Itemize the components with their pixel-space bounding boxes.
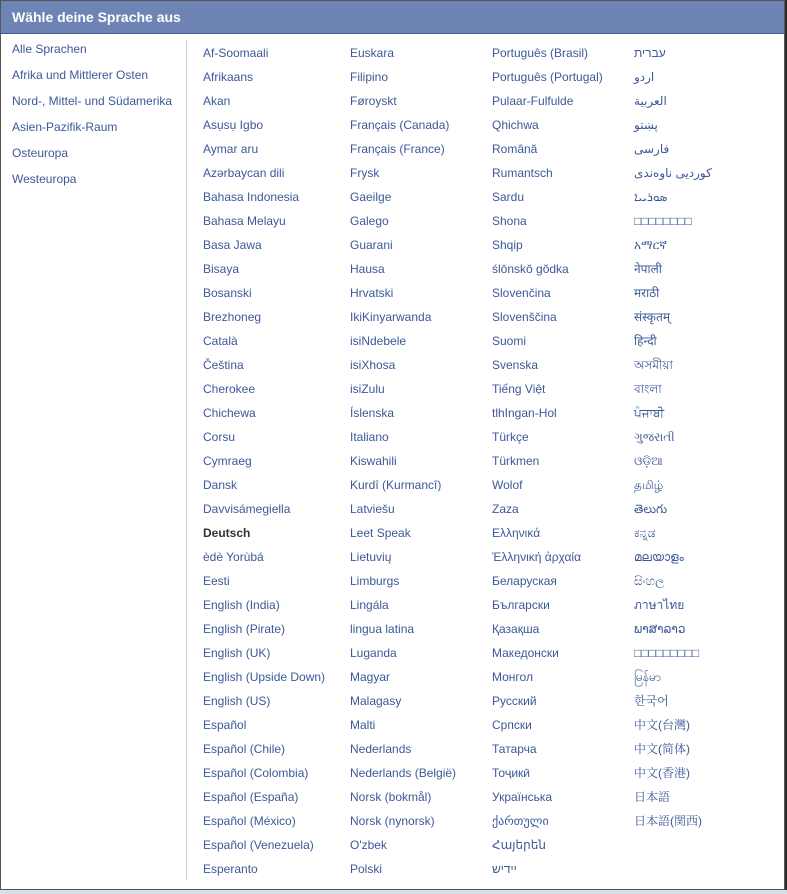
language-item[interactable]: Français (France): [350, 142, 445, 156]
language-item[interactable]: Shona: [492, 214, 527, 228]
language-item[interactable]: English (Upside Down): [203, 670, 326, 684]
language-item[interactable]: 中文(台灣): [634, 718, 690, 732]
language-item[interactable]: Guarani: [350, 238, 393, 252]
language-item[interactable]: 中文(香港): [634, 766, 690, 780]
language-item[interactable]: Українська: [492, 790, 553, 804]
language-item[interactable]: Magyar: [350, 670, 391, 684]
language-item[interactable]: Română: [492, 142, 538, 156]
language-item[interactable]: Bosanski: [203, 286, 252, 300]
language-item[interactable]: پښتو: [634, 118, 658, 132]
language-item[interactable]: Português (Portugal): [492, 70, 603, 84]
language-item[interactable]: Slovenščina: [492, 310, 557, 324]
dialog-body: [1, 34, 784, 890]
language-item[interactable]: English (India): [203, 598, 280, 612]
language-item[interactable]: Српски: [492, 718, 532, 732]
language-item[interactable]: Asụsụ Igbo: [203, 118, 264, 132]
language-item[interactable]: Português (Brasil): [492, 46, 589, 60]
language-item[interactable]: èdè Yorùbá: [203, 550, 264, 564]
language-item[interactable]: Suomi: [492, 334, 527, 348]
language-item[interactable]: Slovenčina: [492, 286, 551, 300]
language-item[interactable]: မြန်မာ: [634, 670, 661, 684]
language-item[interactable]: ਪੰਜਾਬੀ: [634, 406, 665, 420]
language-item[interactable]: Bisaya: [203, 262, 240, 276]
language-item[interactable]: Русский: [492, 694, 537, 708]
language-item[interactable]: Afrikaans: [203, 70, 254, 84]
language-item[interactable]: Italiano: [350, 430, 389, 444]
language-item-selected[interactable]: Deutsch: [203, 526, 251, 540]
language-item[interactable]: Zaza: [492, 502, 519, 516]
language-item[interactable]: Basa Jawa: [203, 238, 262, 252]
language-item[interactable]: العربية: [634, 94, 667, 108]
language-item[interactable]: 日本語(関西): [634, 814, 702, 828]
language-item[interactable]: فارسی: [634, 142, 670, 156]
language-item[interactable]: नेपाली: [634, 262, 662, 276]
language-item[interactable]: Frysk: [350, 166, 380, 180]
language-item[interactable]: Монгол: [492, 670, 533, 684]
language-item[interactable]: Eesti: [203, 574, 230, 588]
region-list: [12, 41, 184, 197]
language-item[interactable]: Español: [203, 718, 247, 732]
region-item[interactable]: Nord-, Mittel- und Südamerika: [12, 94, 173, 108]
language-item[interactable]: Limburgs: [350, 574, 400, 588]
language-item[interactable]: Sardu: [492, 190, 525, 204]
language-item[interactable]: Galego: [350, 214, 389, 228]
language-item[interactable]: Wolof: [492, 478, 523, 492]
language-item[interactable]: Malagasy: [350, 694, 402, 708]
language-item[interactable]: Français (Canada): [350, 118, 450, 132]
language-item[interactable]: Íslenska: [350, 406, 395, 420]
language-item[interactable]: Hrvatski: [350, 286, 394, 300]
language-item[interactable]: 日本語: [634, 790, 671, 804]
region-item[interactable]: Osteuropa: [12, 146, 69, 160]
language-item[interactable]: Malti: [350, 718, 376, 732]
language-item[interactable]: Lietuvių: [350, 550, 392, 564]
language-item[interactable]: □□□□□□□□□: [634, 646, 700, 660]
language-column-1: [203, 45, 325, 885]
language-item[interactable]: Svenska: [492, 358, 539, 372]
language-item[interactable]: తెలుగు: [634, 502, 668, 516]
language-item[interactable]: Lingála: [350, 598, 389, 612]
language-item[interactable]: Հայերեն: [492, 838, 546, 852]
language-item[interactable]: Македонски: [492, 646, 559, 660]
language-item[interactable]: Akan: [203, 94, 231, 108]
region-item[interactable]: Afrika und Mittlerer Osten: [12, 68, 149, 82]
language-item[interactable]: isiNdebele: [350, 334, 407, 348]
language-item[interactable]: ܣܘܪܝܝܐ: [634, 190, 668, 204]
language-item[interactable]: ქართული: [492, 814, 549, 828]
dialog-title: Wähle deine Sprache aus: [1, 1, 784, 34]
language-item[interactable]: Cymraeg: [203, 454, 252, 468]
language-item[interactable]: Polski: [350, 862, 383, 876]
language-item[interactable]: کوردیی ناوەندی: [634, 166, 712, 180]
language-item[interactable]: Azərbaycan dili: [203, 166, 285, 180]
language-item[interactable]: Ελληνικά: [492, 526, 541, 540]
language-item[interactable]: Filipino: [350, 70, 389, 84]
language-item[interactable]: Kurdî (Kurmancî): [350, 478, 442, 492]
language-item[interactable]: ગુજરાતી: [634, 430, 675, 444]
language-item[interactable]: Español (Colombia): [203, 766, 309, 780]
language-item[interactable]: Corsu: [203, 430, 236, 444]
language-item[interactable]: Español (Chile): [203, 742, 286, 756]
language-item[interactable]: ภาษาไทย: [634, 598, 685, 612]
language-item[interactable]: Hausa: [350, 262, 385, 276]
language-item[interactable]: Dansk: [203, 478, 238, 492]
language-item[interactable]: Qhichwa: [492, 118, 539, 132]
language-item[interactable]: 한국어: [634, 694, 669, 708]
language-item[interactable]: Esperanto: [203, 862, 258, 876]
language-item[interactable]: Gaeilge: [350, 190, 392, 204]
language-item[interactable]: ಕನ್ನಡ: [634, 526, 656, 540]
language-item[interactable]: Brezhoneg: [203, 310, 262, 324]
column-divider: [186, 40, 187, 880]
language-item[interactable]: Føroyskt: [350, 94, 397, 108]
language-item[interactable]: Af-Soomaali: [203, 46, 269, 60]
language-item[interactable]: اردو: [634, 70, 655, 84]
language-item[interactable]: संस्कृतम्: [634, 310, 671, 324]
language-item[interactable]: Español (España): [203, 790, 299, 804]
language-item[interactable]: Nederlands (België): [350, 766, 457, 780]
language-item[interactable]: Latviešu: [350, 502, 395, 516]
language-item[interactable]: Chichewa: [203, 406, 256, 420]
language-item[interactable]: Қазақша: [492, 622, 540, 636]
language-item[interactable]: Έλληνική ἀρχαία: [492, 550, 582, 564]
language-item[interactable]: Leet Speak: [350, 526, 411, 540]
language-item[interactable]: Kiswahili: [350, 454, 397, 468]
language-item[interactable]: Norsk (nynorsk): [350, 814, 435, 828]
page-bottom-strip: [0, 890, 787, 894]
language-item[interactable]: বাংলা: [634, 382, 662, 396]
language-item[interactable]: Беларуская: [492, 574, 557, 588]
language-item[interactable]: मराठी: [634, 286, 660, 300]
language-item[interactable]: Shqip: [492, 238, 523, 252]
language-item[interactable]: Català: [203, 334, 238, 348]
language-item[interactable]: Татарча: [492, 742, 537, 756]
language-item[interactable]: Rumantsch: [492, 166, 553, 180]
language-item[interactable]: O'zbek: [350, 838, 387, 852]
language-item[interactable]: Aymar aru: [203, 142, 259, 156]
language-item[interactable]: English (UK): [203, 646, 271, 660]
language-item[interactable]: Luganda: [350, 646, 397, 660]
language-item[interactable]: Türkmen: [492, 454, 540, 468]
language-item[interactable]: Türkçe: [492, 430, 529, 444]
language-item[interactable]: മലയാളം: [634, 550, 684, 564]
language-item[interactable]: English (US): [203, 694, 271, 708]
language-item[interactable]: ພາສາລາວ: [634, 622, 686, 636]
language-item[interactable]: Español (Venezuela): [203, 838, 314, 852]
language-item[interactable]: Čeština: [203, 358, 244, 372]
language-item[interactable]: tlhIngan-Hol: [492, 406, 557, 420]
language-item[interactable]: Norsk (bokmål): [350, 790, 432, 804]
region-item[interactable]: Westeuropa: [12, 172, 77, 186]
language-item[interactable]: ଓଡ଼ିଆ: [634, 454, 663, 468]
language-item[interactable]: Bahasa Indonesia: [203, 190, 300, 204]
language-item[interactable]: Euskara: [350, 46, 395, 60]
language-item[interactable]: Тоҷикӣ: [492, 766, 530, 780]
region-item[interactable]: Asien-Pazifik-Raum: [12, 120, 118, 134]
language-item[interactable]: অসমীয়া: [634, 358, 673, 372]
language-item[interactable]: සිංහල: [634, 574, 665, 588]
language-item[interactable]: Bahasa Melayu: [203, 214, 286, 228]
language-item[interactable]: 中文(简体): [634, 742, 690, 756]
language-item[interactable]: יידיש: [492, 862, 517, 876]
language-item[interactable]: Pulaar-Fulfulde: [492, 94, 574, 108]
language-item[interactable]: தமிழ்: [634, 478, 664, 492]
language-item[interactable]: English (Pirate): [203, 622, 286, 636]
language-item[interactable]: IkiKinyarwanda: [350, 310, 432, 324]
language-item[interactable]: isiXhosa: [350, 358, 396, 372]
language-item[interactable]: □□□□□□□□: [634, 214, 692, 228]
language-item[interactable]: עברית: [634, 46, 666, 60]
language-item[interactable]: Cherokee: [203, 382, 256, 396]
language-item[interactable]: አማርኛ: [634, 238, 667, 252]
language-item[interactable]: Tiếng Việt: [492, 382, 546, 396]
language-column-3: [492, 45, 603, 885]
language-item[interactable]: lingua latina: [350, 622, 415, 636]
region-item[interactable]: Alle Sprachen: [12, 42, 87, 56]
language-item[interactable]: Nederlands: [350, 742, 412, 756]
language-item[interactable]: Español (México): [203, 814, 296, 828]
language-item[interactable]: Davvisámegiella: [203, 502, 291, 516]
language-item[interactable]: हिन्दी: [634, 334, 657, 348]
language-item[interactable]: Български: [492, 598, 550, 612]
language-item[interactable]: ślōnskŏ gŏdka: [492, 262, 569, 276]
language-column-2: [350, 45, 456, 885]
language-column-4: [634, 45, 712, 837]
language-item[interactable]: isiZulu: [350, 382, 385, 396]
